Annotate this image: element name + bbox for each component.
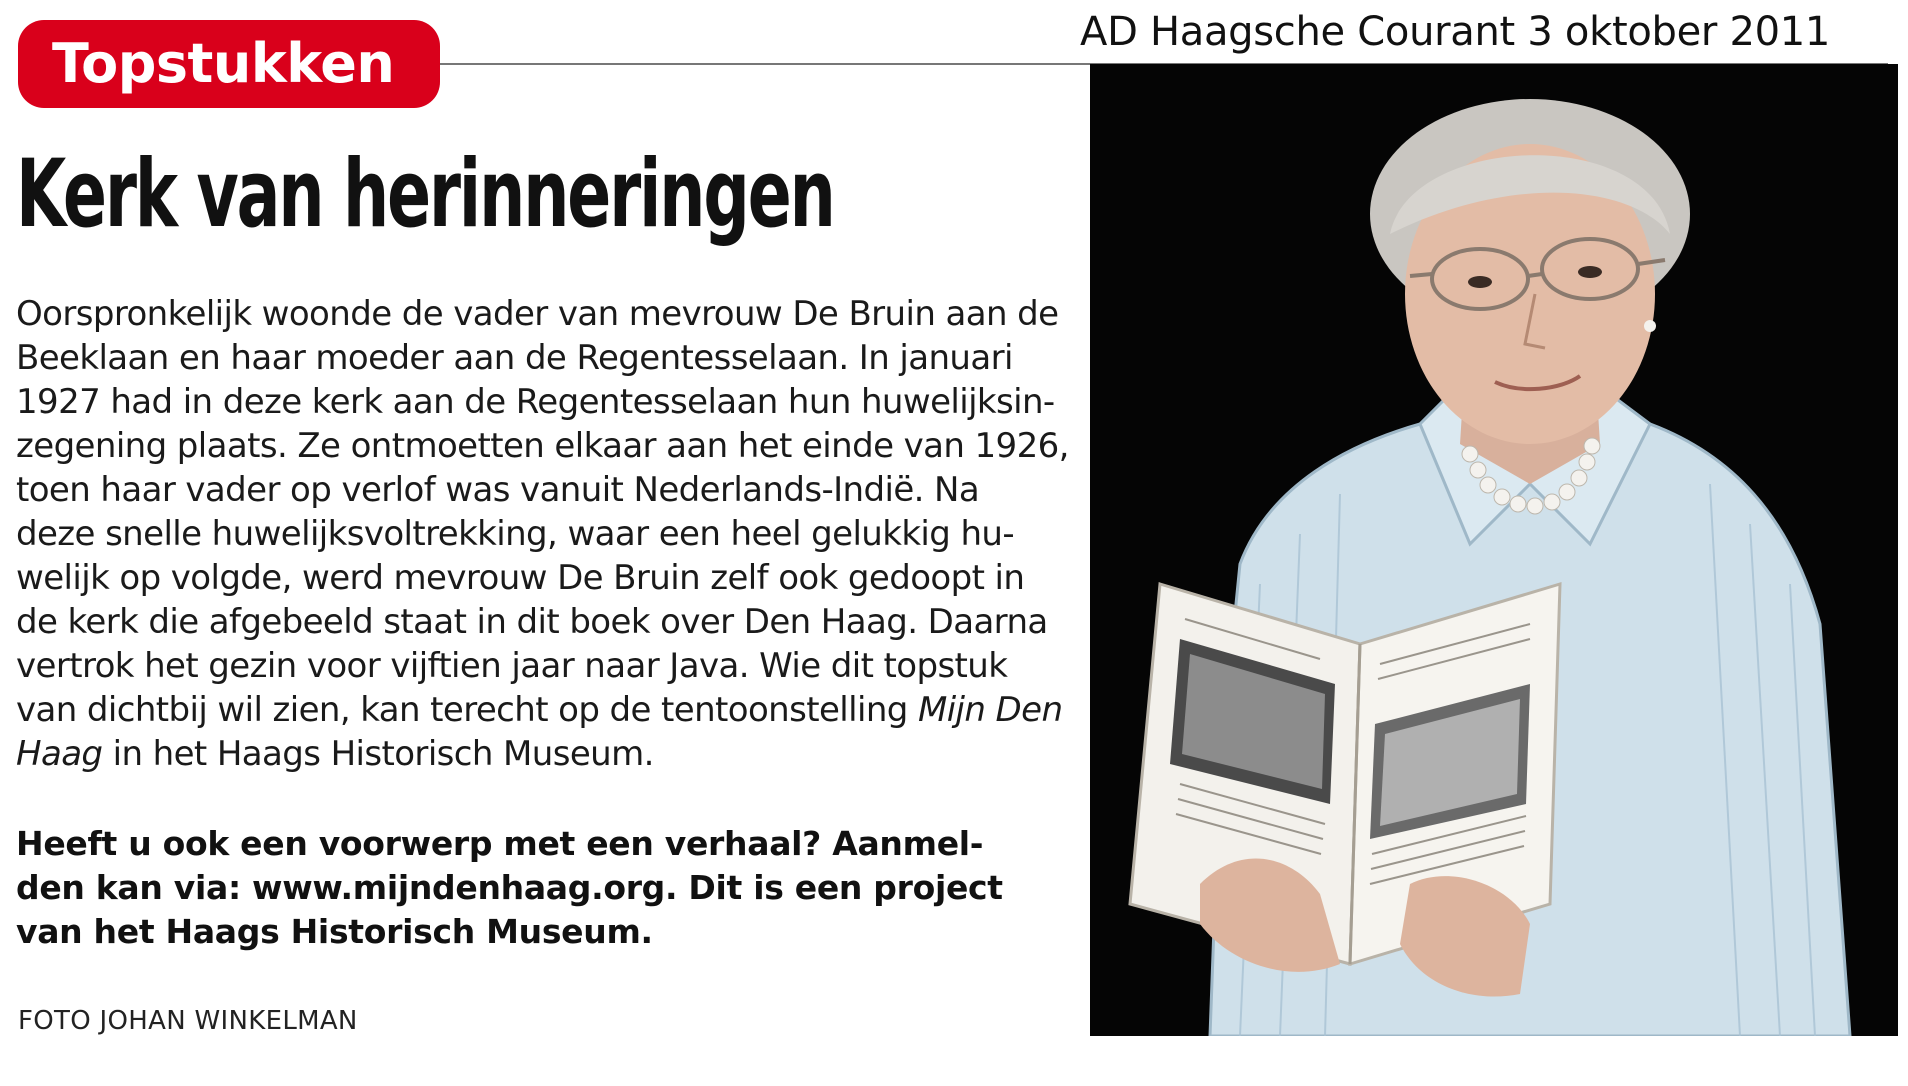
portrait-photo: [1090, 64, 1898, 1036]
body-line: Beeklaan en haar moeder aan de Regentesselaan. In januari: [16, 338, 1013, 378]
cta-line: van het Haags Historisch Museum.: [16, 912, 653, 951]
exhibition-title-part: Haag: [16, 734, 103, 774]
body-line: deze snelle huwelijksvoltrekking, waar een heel gelukkig hu-: [16, 514, 1015, 554]
body-line: Oorspronkelijk woonde de vader van mevrouw De Bruin aan de: [16, 294, 1059, 334]
cta-line: den kan via: www.mijndenhaag.org. Dit is een project: [16, 868, 1003, 907]
section-rubric-badge: [18, 20, 440, 108]
article-body: [16, 292, 1069, 776]
body-line: zegening plaats. Ze ontmoetten elkaar aan het einde van 1926,: [16, 426, 1069, 466]
photo-credit: FOTO JOHAN WINKELMAN: [18, 1006, 358, 1036]
body-line: toen haar vader op verlof was vanuit Nederlands-Indië. Na: [16, 470, 980, 510]
body-line: 1927 had in deze kerk aan de Regentesselaan hun huwelijksin-: [16, 382, 1055, 422]
exhibition-title-part: Mijn Den: [917, 690, 1063, 730]
body-line: [16, 688, 1066, 732]
body-line: vertrok het gezin voor vijftien jaar naar Java. Wie dit topstuk: [16, 646, 1008, 686]
body-line-text: van dichtbij wil zien, kan terecht op de tentoonstelling: [16, 690, 918, 730]
body-line-text: in het Haags Historisch Museum.: [102, 734, 654, 774]
body-line: de kerk die afgebeeld staat in dit boek over Den Haag. Daarna: [16, 602, 1048, 642]
article-headline: Kerk van herinneringen: [16, 140, 834, 249]
section-rubric-label: Topstukken: [52, 32, 395, 95]
portrait-illustration: [1090, 64, 1898, 1036]
body-line: welijk op volgde, werd mevrouw De Bruin zelf ook gedoopt in: [16, 558, 1025, 598]
cta-line: Heeft u ook een voorwerp met een verhaal? Aanmel-: [16, 824, 984, 863]
body-line: [16, 732, 1066, 776]
publication-source-line: AD Haagsche Courant 3 oktober 2011: [1080, 9, 1831, 55]
call-to-action: [16, 822, 1066, 954]
